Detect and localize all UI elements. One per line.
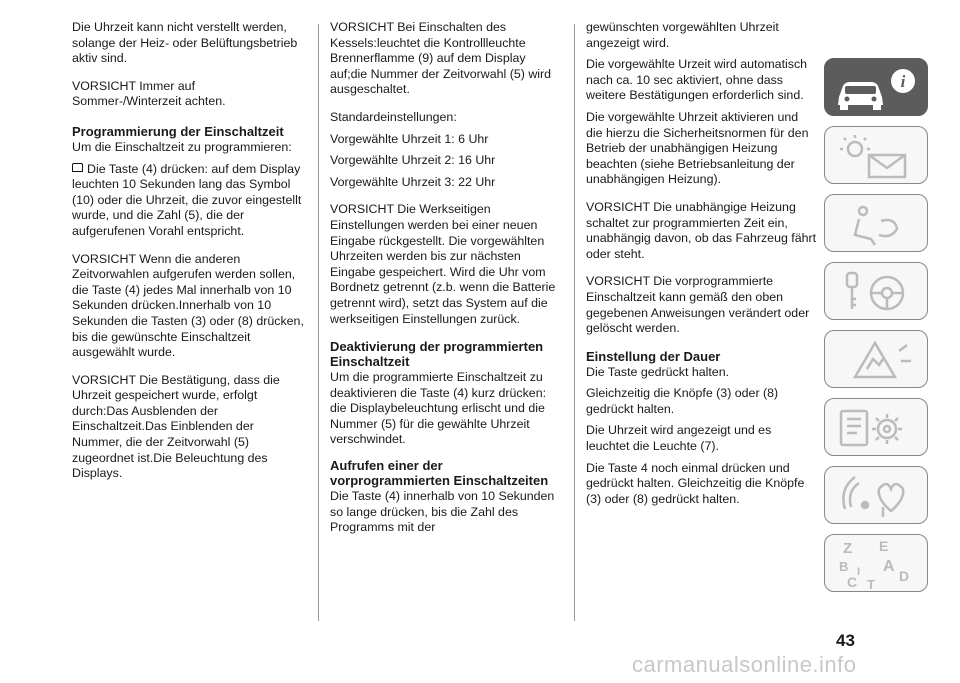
section-heading: Aufrufen einer der vorprogrammierten Einschaltzeiten [330,458,549,489]
index-letter: E [879,538,889,554]
paragraph: VORSICHT Die vorprogrammierte Einschaltzeit kann gemäß den oben gegebenen Anweisungen verändert oder gelöscht werden. [586,274,810,336]
service-gear-icon [825,399,929,457]
paragraph: VORSICHT Immer auf Sommer-/Winterzeit achten. [72,78,226,109]
index-letter: A [883,558,895,575]
paragraph: Gleichzeitig die Knöpfe (3) oder (8) gedrückt halten. [586,386,779,416]
paragraph: Die Taste (4) innerhalb von 10 Sekunden so lange drücken, bis die Zahl des Programms mit der [330,489,555,535]
paragraph: VORSICHT Bei Einschalten des Kessels:leuchtet die Kontrollleuchte Brennerflamme (9) auf dem Display auf;die Nummer der Zeitvorwahl (5) wird ausgeschaltet. [330,20,552,97]
paragraph: Die vorgewählte Urzeit wird automatisch nach ca. 10 sec aktiviert, ohne dass weitere Bestätigungen erforderlich sind. [586,57,808,103]
text-column-2 [330,20,560,542]
text-column-3 [586,20,818,513]
text-column-1 [72,20,304,488]
tab-emergency[interactable] [824,330,928,388]
key-steering-icon [825,263,929,321]
paragraph: Standardeinstellungen: [330,109,457,124]
index-letter: D [899,568,910,584]
chapter-tabs [824,58,928,602]
paragraph: Die vorgewählte Uhrzeit aktivieren und die hierzu die Sicherheitsnormen für den Betrieb der unabhängigen Heizung beachten (siehe Betriebsanleitung der unabhängigen Heizung). [586,109,809,187]
tab-multimedia[interactable] [824,466,928,524]
paragraph: Vorgewählte Uhrzeit 3: 22 Uhr [330,174,496,189]
paragraph: Um die Einschaltzeit zu programmieren: [72,139,292,154]
paragraph: Die Taste gedrückt halten. [586,364,730,379]
paragraph: Vorgewählte Uhrzeit 1: 6 Uhr [330,131,489,146]
tab-warning-lights[interactable] [824,126,928,184]
watermark: carmanualsonline.info [632,652,857,677]
paragraph: Die Uhrzeit kann nicht verstellt werden, solange der Heiz- oder Belüftungsbetrieb aktiv sind. [72,20,298,66]
key-icon [72,163,83,172]
index-letter: C [847,574,858,590]
alphabetical-index-icon [825,535,929,593]
paragraph: gewünschten vorgewählten Uhrzeit angezeigt wird. [586,20,779,50]
multimedia-icon [825,467,929,525]
tab-index[interactable] [824,534,928,592]
index-letter: I [857,566,861,578]
tab-safety[interactable] [824,194,928,252]
page-number: 43 [836,631,855,650]
paragraph: VORSICHT Die unabhängige Heizung schaltet zur programmierten Zeit ein, unabhängig davon, ob das Fahrzeug fährt oder steht. [586,199,817,261]
paragraph: VORSICHT Die Werkseitigen Einstellungen werden bei einer neuen Eingabe rückgestellt. Die vorgewählten Uhrzeiten werden bis zur nächsten Eingabe gespeichert. Wird die Uhr vom Bordnetz getrennt (z.b. wenn die Batterie getrennt wird), setzt das System auf die werkseitigen Einstellungen zurück. [330,202,556,326]
tab-service[interactable] [824,398,928,456]
paragraph: VORSICHT Wenn die anderen Zeitvorwahlen aufgerufen werden sollen, die Taste (4) jedes Mal innerhalb von 10 Sekunden drücken.Innerhalb von 10 Sekunden die Tasten (3) oder (8) drücken, bis die gewünschte Einschaltzeit ausgewählt wurde. [72,251,304,360]
section-heading: Einstellung der Dauer [586,348,721,364]
column-divider [318,24,319,621]
tab-car-info[interactable] [824,58,928,116]
paragraph-text: Die Taste (4) drücken: auf dem Display leuchten 10 Sekunden lang das Symbol (10) oder die Uhrzeit, die zuvor eingestellt wurde, und die Zahl (5), die der aufgerufenen Vorahl entspricht. [72,161,302,238]
section-heading: Deaktivierung der programmierten Einschaltzeit [330,339,544,370]
column-divider [574,24,575,621]
index-letter: B [839,559,849,574]
index-letter: Z [843,540,853,557]
paragraph: Die Uhrzeit wird angezeigt und es leuchtet die Leuchte (7). [586,423,772,454]
index-letter: T [867,577,875,592]
warning-lights-icon [825,127,929,185]
paragraph: Die Taste 4 noch einmal drücken und gedrückt halten. Gleichzeitig die Knöpfe (3) oder (8) gedrückt halten. [586,460,805,506]
section-heading: Programmierung der Einschaltzeit [72,123,284,139]
paragraph: Vorgewählte Uhrzeit 2: 16 Uhr [330,153,496,168]
svg-text:i: i [900,72,906,91]
paragraph: Um die programmierte Einschaltzeit zu deaktivieren die Taste (4) kurz drücken: die Displaybeleuchtung erlischt und die Nummer (5) für die gewählte Uhrzeit verschwindet. [330,370,547,447]
paragraph [72,162,304,240]
hazard-triangle-icon [825,331,929,389]
tab-starting-driving[interactable] [824,262,928,320]
car-info-icon [825,59,929,117]
paragraph: VORSICHT Die Bestätigung, dass die Uhrzeit gespeichert wurde, erfolgt durch:Das Ausblenden der Einschaltzeit.Das Einblenden der Nummer, die der Zeitvorwahl (5) zugeordnet ist.Die Beleuchtung des Displays. [72,372,280,481]
airbag-seat-icon [825,195,929,253]
